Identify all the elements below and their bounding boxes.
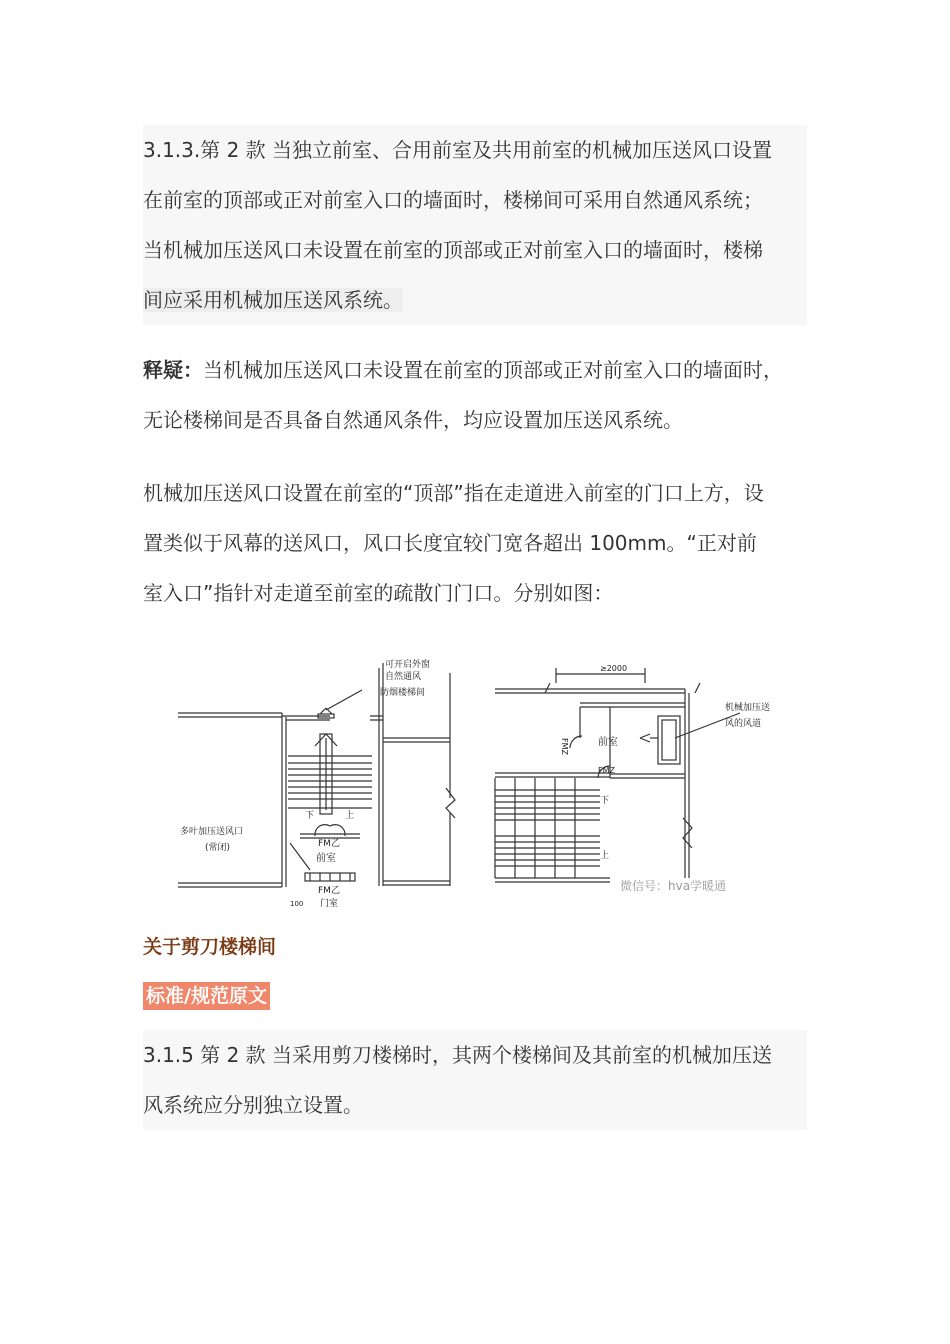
clause-3-1-5-paragraph xyxy=(143,1030,807,1130)
label-down: 下 xyxy=(305,811,315,821)
label-front-room: 前室 xyxy=(316,853,336,864)
label-up-right: 上 xyxy=(600,851,610,861)
label-stair: 防烟楼梯间 xyxy=(380,688,426,698)
label-duct-1: 机械加压送 xyxy=(725,703,771,713)
text-segment: 当机械加压送风口未设置在前室的顶部或正对前室入口的墙面时， xyxy=(203,358,783,382)
label-outlet-2: (常闭) xyxy=(205,843,231,853)
figure-drawing xyxy=(150,638,800,908)
label-window-2: 自然通风 xyxy=(385,672,422,682)
text-line: 当机械加压送风口未设置在前室的顶部或正对前室入口的墙面时，楼梯 xyxy=(143,238,763,262)
watermark xyxy=(620,878,726,893)
label-dimension: ≥2000 xyxy=(600,664,628,673)
label-fmz-vertical: FMZ xyxy=(560,738,569,755)
label-fm-2: FM乙 xyxy=(318,886,340,896)
clarification-paragraph xyxy=(143,345,807,445)
watermark-text: 微信号：hva学暖通 xyxy=(620,879,727,893)
stair-pressurization-figure xyxy=(150,638,800,908)
label-down-right: 下 xyxy=(600,796,610,806)
text-line: 室入口”指针对走道至前室的疏散门门口。分别如图： xyxy=(143,581,614,605)
clarification-label: 释疑： xyxy=(143,358,203,382)
text-line: 无论楼梯间是否具备自然通风条件，均应设置加压送风系统。 xyxy=(143,408,683,432)
section-title: 关于剪刀楼梯间 xyxy=(143,936,277,958)
label-fmz: FMZ xyxy=(598,766,615,775)
clause-3-1-3-paragraph xyxy=(143,125,807,325)
text-line: 风系统应分别独立设置。 xyxy=(143,1093,363,1117)
standard-label: 标准/规范原文 xyxy=(143,982,270,1010)
text-line-highlight: 间应采用机械加压送风系统。 xyxy=(143,288,403,312)
explanation-paragraph xyxy=(143,468,807,618)
text-line xyxy=(143,345,807,395)
text-line xyxy=(143,275,807,325)
text-line: 3.1.5 第 2 款 当采用剪刀楼梯时，其两个楼梯间及其前室的机械加压送 xyxy=(143,1043,773,1067)
text-line: 3.1.3.第 2 款 当独立前室、合用前室及共用前室的机械加压送风口设置 xyxy=(143,138,773,162)
text-line: 置类似于风幕的送风口，风口长度宜较门宽各超出 100mm。“正对前 xyxy=(143,531,757,555)
text-line: 机械加压送风口设置在前室的“顶部”指在走道进入前室的门口上方，设 xyxy=(143,481,764,505)
text-line: 在前室的顶部或正对前室入口的墙面时，楼梯间可采用自然通风系统； xyxy=(143,188,763,212)
label-window-1: 可开启外窗 xyxy=(385,660,431,670)
label-dims: 100 xyxy=(290,900,304,908)
label-door-room: 门室 xyxy=(320,899,339,908)
label-duct-2: 风的风道 xyxy=(725,719,762,729)
label-fm-1: FM乙 xyxy=(318,839,340,849)
label-outlet-1: 多叶加压送风口 xyxy=(180,827,244,837)
label-up: 上 xyxy=(345,811,355,821)
label-front-room-right: 前室 xyxy=(598,737,618,748)
